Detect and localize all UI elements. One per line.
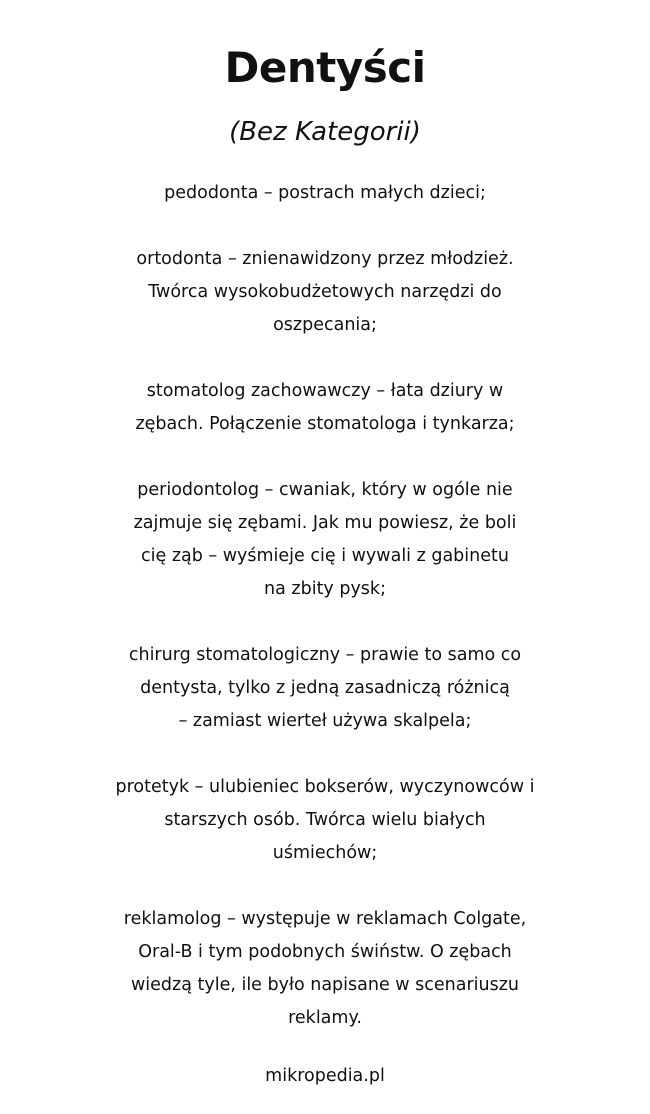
text-line: stomatolog zachowawczy – łata dziury w (146, 381, 504, 401)
text-line: protetyk – ulubieniec bokserów, wyczynowców i (115, 777, 535, 797)
definition-entry-ortodonta (95, 243, 555, 342)
definition-entry-chirurg (95, 639, 555, 738)
definition-entry-protetyk (95, 771, 555, 870)
page-subtitle: (Bez Kategorii) (229, 117, 421, 147)
definitions-list (95, 177, 555, 1035)
text-line: zajmuje się zębami. Jak mu powiesz, że boli (133, 513, 517, 533)
page-title: Dentyści (224, 43, 426, 92)
text-line: wiedzą tyle, ile było napisane w scenariuszu (130, 975, 520, 995)
text-line: ortodonta – znienawidzony przez młodzież. (136, 249, 514, 269)
text-line: pedodonta – postrach małych dzieci; (164, 183, 486, 203)
text-line: oszpecania; (273, 315, 377, 335)
text-line: cię ząb – wyśmieje cię i wywali z gabinetu (141, 546, 509, 566)
text-line: Twórca wysokobudżetowych narzędzi do (148, 282, 502, 302)
definition-entry-pedodonta (95, 177, 555, 210)
text-line: Oral-B i tym podobnych świństw. O zębach (138, 942, 512, 962)
text-line: uśmiechów; (272, 843, 378, 863)
footer-site-name: mikropedia.pl (265, 1066, 385, 1086)
definition-entry-stomatolog (95, 375, 555, 441)
text-line: reklamolog – występuje w reklamach Colgate, (123, 909, 527, 929)
text-line: na zbity pysk; (264, 579, 386, 599)
text-line: chirurg stomatologiczny – prawie to samo co (128, 645, 522, 665)
text-line: periodontolog – cwaniak, który w ogóle nie (137, 480, 513, 500)
definition-entry-periodontolog (95, 474, 555, 606)
text-line: – zamiast wierteł używa skalpela; (178, 711, 472, 731)
text-line: starszych osób. Twórca wielu białych (164, 810, 486, 830)
text-line: zębach. Połączenie stomatologa i tynkarza; (135, 414, 515, 434)
text-line: dentysta, tylko z jedną zasadniczą różnicą (140, 678, 510, 698)
definition-entry-reklamolog (95, 903, 555, 1035)
text-line: reklamy. (288, 1008, 362, 1028)
